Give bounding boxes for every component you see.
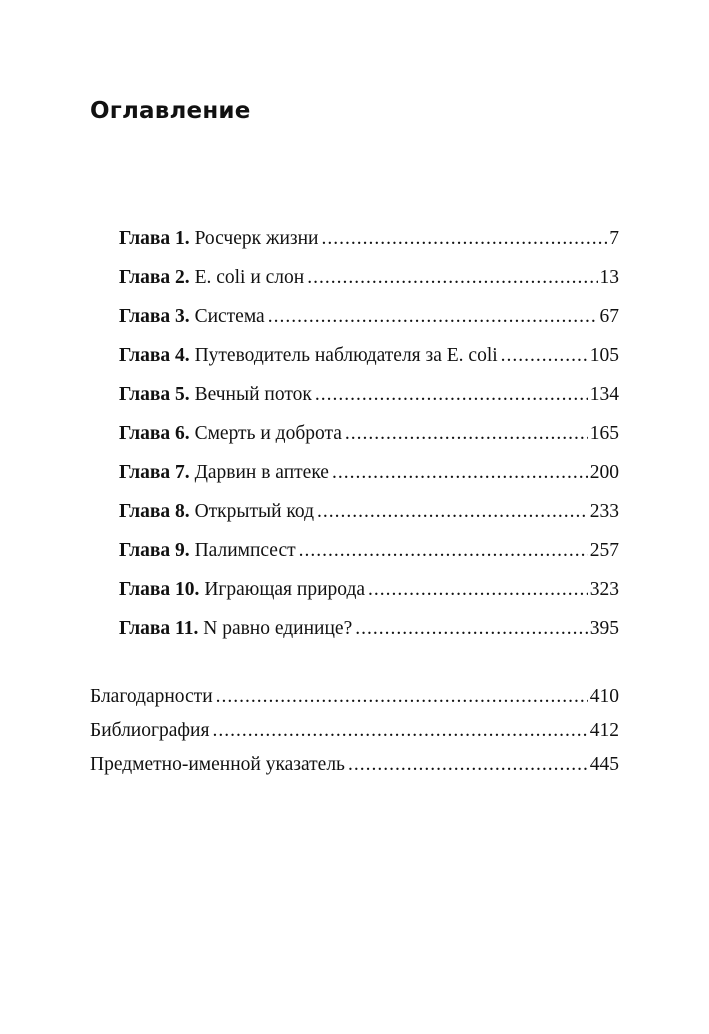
page-number: 233 bbox=[589, 501, 619, 522]
toc-entry-chapter-7[interactable] bbox=[119, 460, 619, 486]
dot-leader bbox=[345, 421, 588, 447]
dot-leader bbox=[299, 538, 588, 564]
toc-entry-label bbox=[119, 304, 265, 330]
chapter-title: N равно единице? bbox=[203, 618, 353, 639]
page-number: 134 bbox=[589, 384, 619, 405]
dot-leader bbox=[212, 718, 587, 744]
dot-leader bbox=[501, 343, 588, 369]
toc-entry-label bbox=[119, 421, 342, 447]
page-title: Оглавление bbox=[90, 98, 251, 124]
section-title: Библиография bbox=[90, 720, 210, 741]
chapter-title: Открытый код bbox=[194, 501, 315, 522]
section-title: Благодарности bbox=[90, 686, 213, 707]
chapter-title: Путеводитель наблюдателя за E. coli bbox=[194, 345, 498, 366]
dot-leader bbox=[317, 499, 588, 525]
toc-entry-chapter-8[interactable] bbox=[119, 499, 619, 525]
page-number: 410 bbox=[589, 686, 619, 707]
chapter-number: Глава 6. bbox=[119, 423, 190, 444]
toc-entry-label bbox=[119, 577, 365, 603]
toc-entry-chapter-6[interactable] bbox=[119, 421, 619, 447]
page-number: 412 bbox=[589, 720, 619, 741]
dot-leader bbox=[321, 226, 607, 252]
chapter-number: Глава 8. bbox=[119, 501, 190, 522]
toc-entry-chapter-5[interactable] bbox=[119, 382, 619, 408]
dot-leader bbox=[332, 460, 588, 486]
toc-entry-index[interactable] bbox=[90, 752, 619, 778]
dot-leader bbox=[307, 265, 597, 291]
chapter-title: Дарвин в аптеке bbox=[194, 462, 329, 483]
page-number: 67 bbox=[599, 306, 619, 327]
toc-entry-label bbox=[119, 265, 304, 291]
toc-entry-chapter-1[interactable] bbox=[119, 226, 619, 252]
toc-entry-chapter-2[interactable] bbox=[119, 265, 619, 291]
dot-leader bbox=[355, 616, 588, 642]
chapter-number: Глава 1. bbox=[119, 228, 190, 249]
chapter-number: Глава 11. bbox=[119, 618, 199, 639]
chapter-number: Глава 9. bbox=[119, 540, 190, 561]
chapter-number: Глава 2. bbox=[119, 267, 190, 288]
page-number: 395 bbox=[589, 618, 619, 639]
dot-leader bbox=[216, 684, 588, 710]
chapter-title: Система bbox=[194, 306, 265, 327]
toc-entry-bibliography[interactable] bbox=[90, 718, 619, 744]
page-number: 323 bbox=[589, 579, 619, 600]
toc-entry-chapter-3[interactable] bbox=[119, 304, 619, 330]
dot-leader bbox=[368, 577, 588, 603]
chapter-title: Вечный поток bbox=[194, 384, 312, 405]
toc-entry-chapter-11[interactable] bbox=[119, 616, 619, 642]
chapter-title: Росчерк жизни bbox=[194, 228, 319, 249]
chapter-number: Глава 7. bbox=[119, 462, 190, 483]
toc-entry-label bbox=[119, 616, 352, 642]
dot-leader bbox=[268, 304, 598, 330]
chapter-number: Глава 10. bbox=[119, 579, 200, 600]
toc-entry-label bbox=[119, 499, 314, 525]
dot-leader bbox=[315, 382, 588, 408]
toc-entry-label bbox=[119, 382, 312, 408]
page-number: 105 bbox=[589, 345, 619, 366]
toc-entry-acknowledgements[interactable] bbox=[90, 684, 619, 710]
chapter-title: Играющая природа bbox=[204, 579, 366, 600]
page-number: 7 bbox=[609, 228, 619, 249]
toc-entry-chapter-10[interactable] bbox=[119, 577, 619, 603]
chapter-title: E. coli и слон bbox=[194, 267, 305, 288]
dot-leader bbox=[348, 752, 588, 778]
page-number: 165 bbox=[589, 423, 619, 444]
chapter-number: Глава 4. bbox=[119, 345, 190, 366]
toc-entry-label bbox=[119, 460, 329, 486]
toc-entry-label bbox=[119, 226, 318, 252]
chapter-title: Смерть и доброта bbox=[194, 423, 342, 444]
toc-entry-label bbox=[119, 538, 296, 564]
chapter-number: Глава 3. bbox=[119, 306, 190, 327]
page-number: 13 bbox=[599, 267, 619, 288]
page-number: 200 bbox=[589, 462, 619, 483]
page-number: 257 bbox=[589, 540, 619, 561]
chapter-number: Глава 5. bbox=[119, 384, 190, 405]
page-number: 445 bbox=[589, 754, 619, 775]
toc-entry-chapter-9[interactable] bbox=[119, 538, 619, 564]
section-title: Предметно-именной указатель bbox=[90, 754, 345, 775]
chapter-title: Палимпсест bbox=[194, 540, 296, 561]
toc-entry-label bbox=[119, 343, 498, 369]
toc-entry-chapter-4[interactable] bbox=[119, 343, 619, 369]
